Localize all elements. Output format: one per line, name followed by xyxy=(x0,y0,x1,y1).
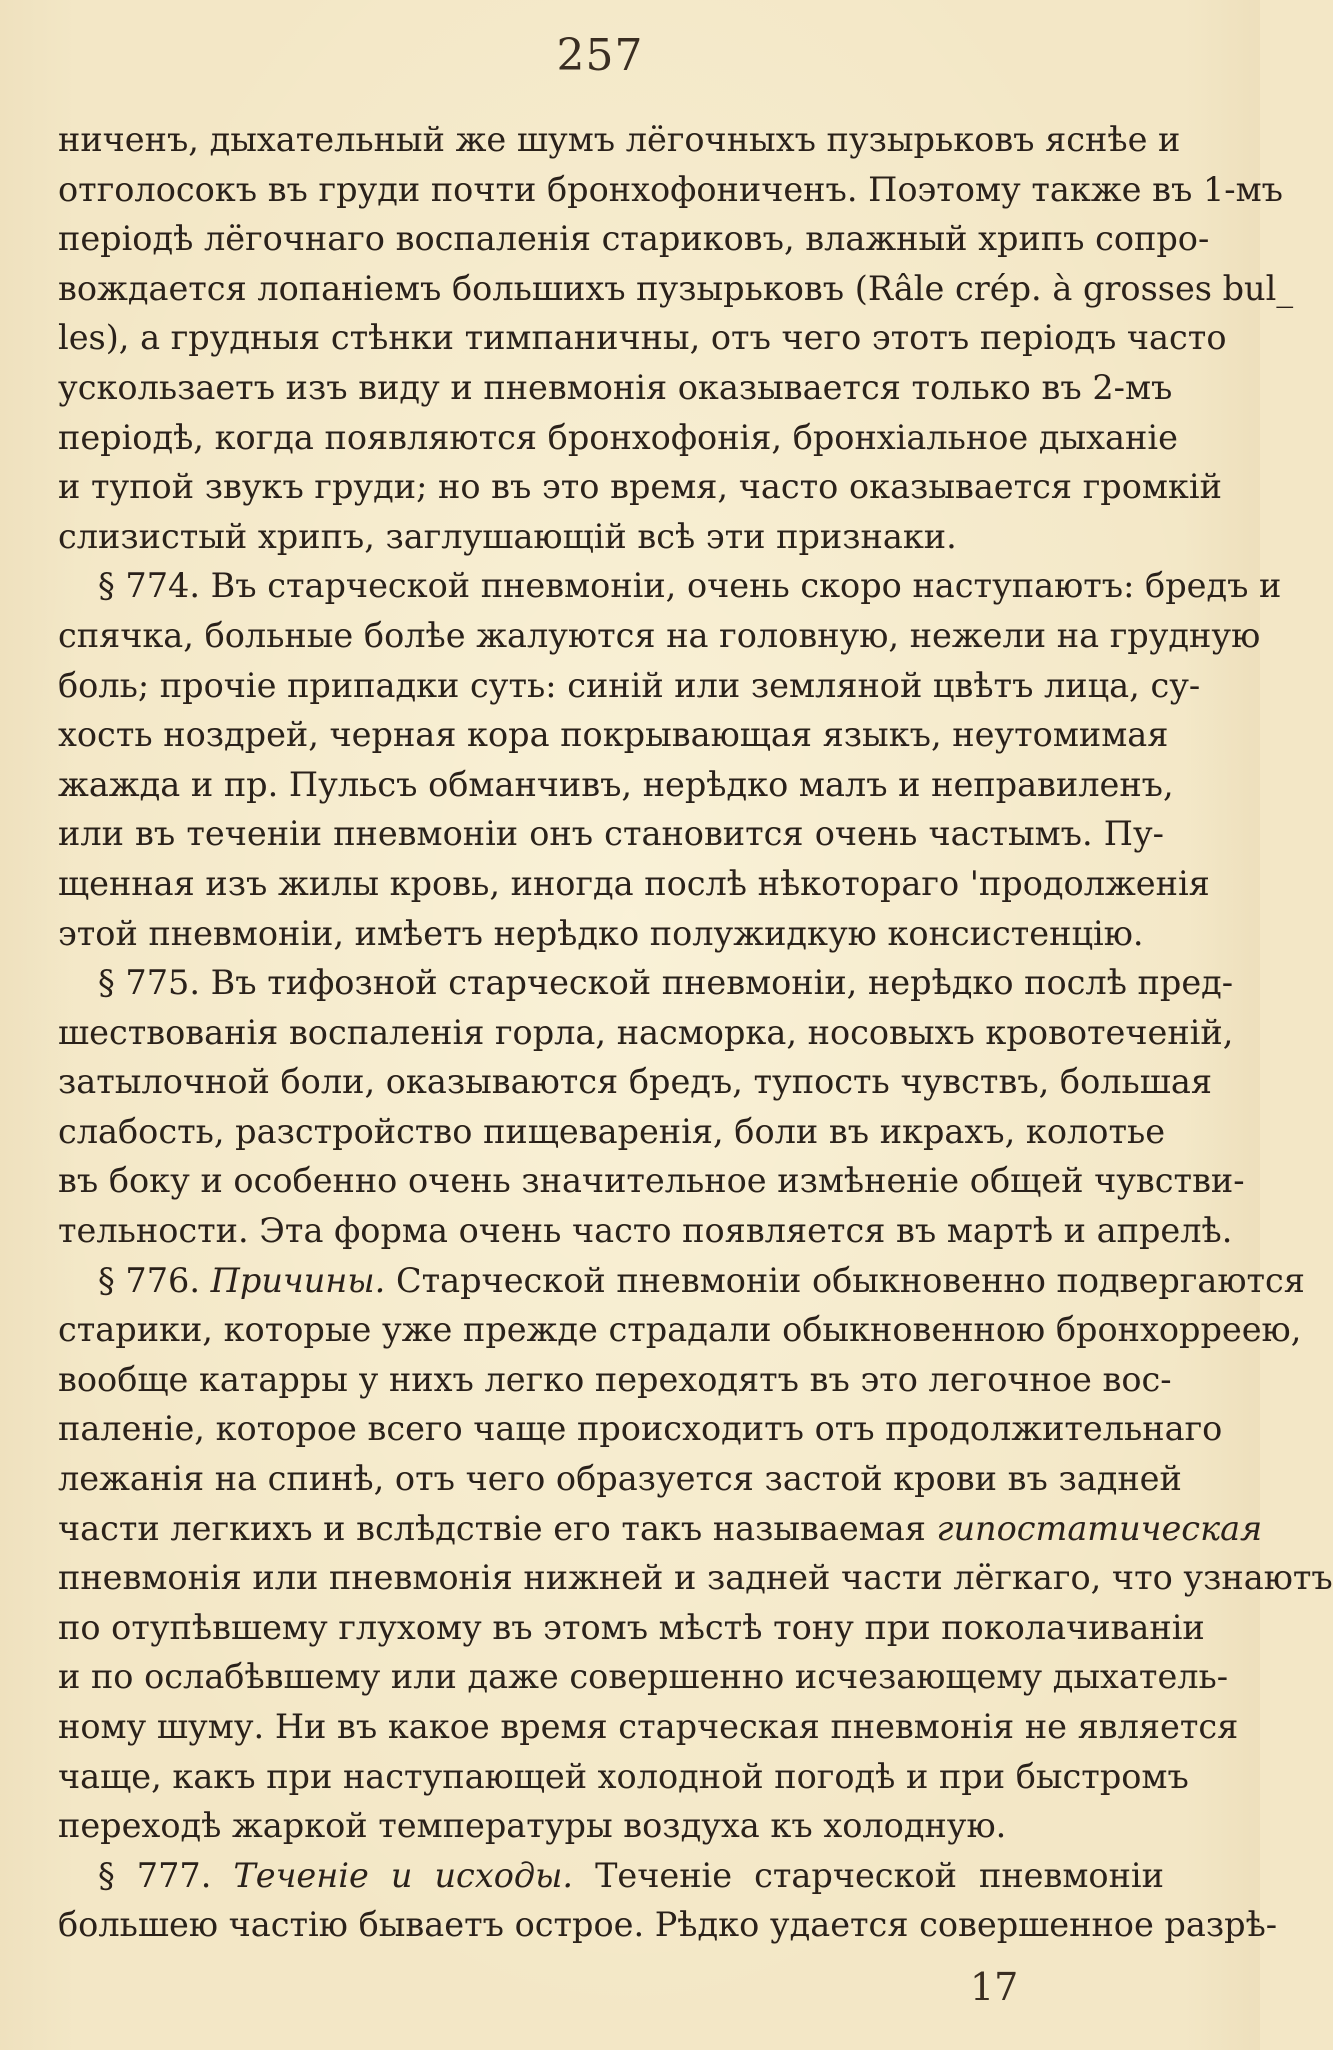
text-line: шествованія воспаленія горла, насморка, носовыхъ кровотеченій, xyxy=(58,1012,1234,1052)
text-line: хость ноздрей, черная кора покрывающая языкъ, неутомимая xyxy=(58,715,1169,755)
text-line: періодѣ, когда появляются бронхофонія, бронхіальное дыханіе xyxy=(58,417,1178,457)
text-line: старики, которые уже прежде страдали обыкновенною бронхорреею, xyxy=(58,1310,1302,1350)
section-776-start xyxy=(58,1256,1305,1306)
text-line: тельности. Эта форма очень часто появляется въ мартѣ и апрелѣ. xyxy=(58,1211,1233,1251)
italic-term: гипостатическая xyxy=(936,1508,1263,1548)
section-777-text: Теченіе старческой пневмоніи xyxy=(595,1855,1164,1895)
text-line: большею частію бываетъ острое. Рѣдко удается совершенное разрѣ- xyxy=(58,1905,1278,1945)
text-line: отголосокъ въ груди почти бронхофониченъ. Поэтому также въ 1-мъ xyxy=(58,169,1283,209)
section-776-text: Старческой пневмоніи обыкновенно подвергаются xyxy=(395,1260,1305,1300)
text-line: или въ теченіи пневмоніи онъ становится очень частымъ. Пу- xyxy=(58,814,1164,854)
text-line: лежанія на спинѣ, отъ чего образуется застой крови въ задней xyxy=(58,1459,1182,1499)
text-line xyxy=(58,1504,1263,1554)
text-line: боль; прочіе припадки суть: синій или земляной цвѣтъ лица, су- xyxy=(58,665,1201,705)
text-line: ускользаетъ изъ виду и пневмонія оказывается только въ 2-мъ xyxy=(58,367,1173,407)
text-line: чаще, какъ при наступающей холодной погодѣ и при быстромъ xyxy=(58,1756,1189,1796)
signature-mark: 17 xyxy=(970,1965,1019,2009)
text-line: вождается лопаніемъ большихъ пузырьковъ (Râle crép. à grosses bul_ xyxy=(58,268,1294,308)
text-line: переходѣ жаркой температуры воздуха къ холодную. xyxy=(58,1806,1007,1846)
text-line: затылочной боли, оказываются бредъ, тупость чувствъ, большая xyxy=(58,1062,1213,1102)
page-number: 257 xyxy=(556,30,644,81)
text-line: паленіе, которое всего чаще происходитъ отъ продолжительнаго xyxy=(58,1409,1223,1449)
section-776-number: § 776. xyxy=(98,1260,200,1300)
text-line: щенная изъ жилы кровь, иногда послѣ нѣкотораго 'продолженія xyxy=(58,863,1210,903)
text-line: по отупѣвшему глухому въ этомъ мѣстѣ тону при поколачиваніи xyxy=(58,1607,1205,1647)
text-line: слизистый хрипъ, заглушающій всѣ эти признаки. xyxy=(58,516,957,556)
section-777-number: § 777. xyxy=(98,1855,212,1895)
section-776-title: Причины. xyxy=(210,1260,386,1300)
text-line: періодѣ лёгочнаго воспаленія стариковъ, влажный хрипъ сопро- xyxy=(58,219,1210,259)
text-line: вообще катарры у нихъ легко переходятъ въ это легочное вос- xyxy=(58,1359,1172,1399)
text-line: ному шуму. Ни въ какое время старческая пневмонія не является xyxy=(58,1707,1239,1746)
section-774-start: § 774. Въ старческой пневмоніи, очень скоро наступаютъ: бредъ и xyxy=(98,566,1282,606)
section-777-start xyxy=(58,1851,1164,1901)
text-line: слабость, разстройство пищеваренія, боли въ икрахъ, колотье xyxy=(58,1111,1166,1151)
text-line: этой пневмоніи, имѣетъ нерѣдко полужидкую консистенцію. xyxy=(58,913,1144,953)
text-line: ниченъ, дыхательный же шумъ лёгочныхъ пузырьковъ яснѣе и xyxy=(58,120,1181,159)
text-line: и тупой звукъ груди; но въ это время, часто оказывается громкій xyxy=(58,467,1222,507)
text-line: въ боку и особенно очень значительное измѣненіе общей чувстви- xyxy=(58,1161,1245,1201)
section-775-start: § 775. Въ тифозной старческой пневмоніи, нерѣдко послѣ пред- xyxy=(98,963,1234,1003)
text-run: части легкихъ и вслѣдствіе его такъ называемая xyxy=(58,1508,926,1548)
text-line: пневмонія или пневмонія нижней и задней части лёгкаго, что узнаютъ xyxy=(58,1558,1333,1598)
text-line: жажда и пр. Пульсъ обманчивъ, нерѣдко малъ и неправиленъ, xyxy=(58,764,1174,804)
text-line: les), а грудныя стѣнки тимпаничны, отъ чего этотъ періодъ часто xyxy=(58,318,1227,358)
section-777-title: Теченіе и исходы. xyxy=(233,1855,574,1895)
text-line: спячка, больные болѣе жалуются на головную, нежели на грудную xyxy=(58,615,1261,655)
text-line: и по ослабѣвшему или даже совершенно исчезающему дыхатель- xyxy=(58,1657,1229,1697)
body-text xyxy=(58,115,1333,1950)
